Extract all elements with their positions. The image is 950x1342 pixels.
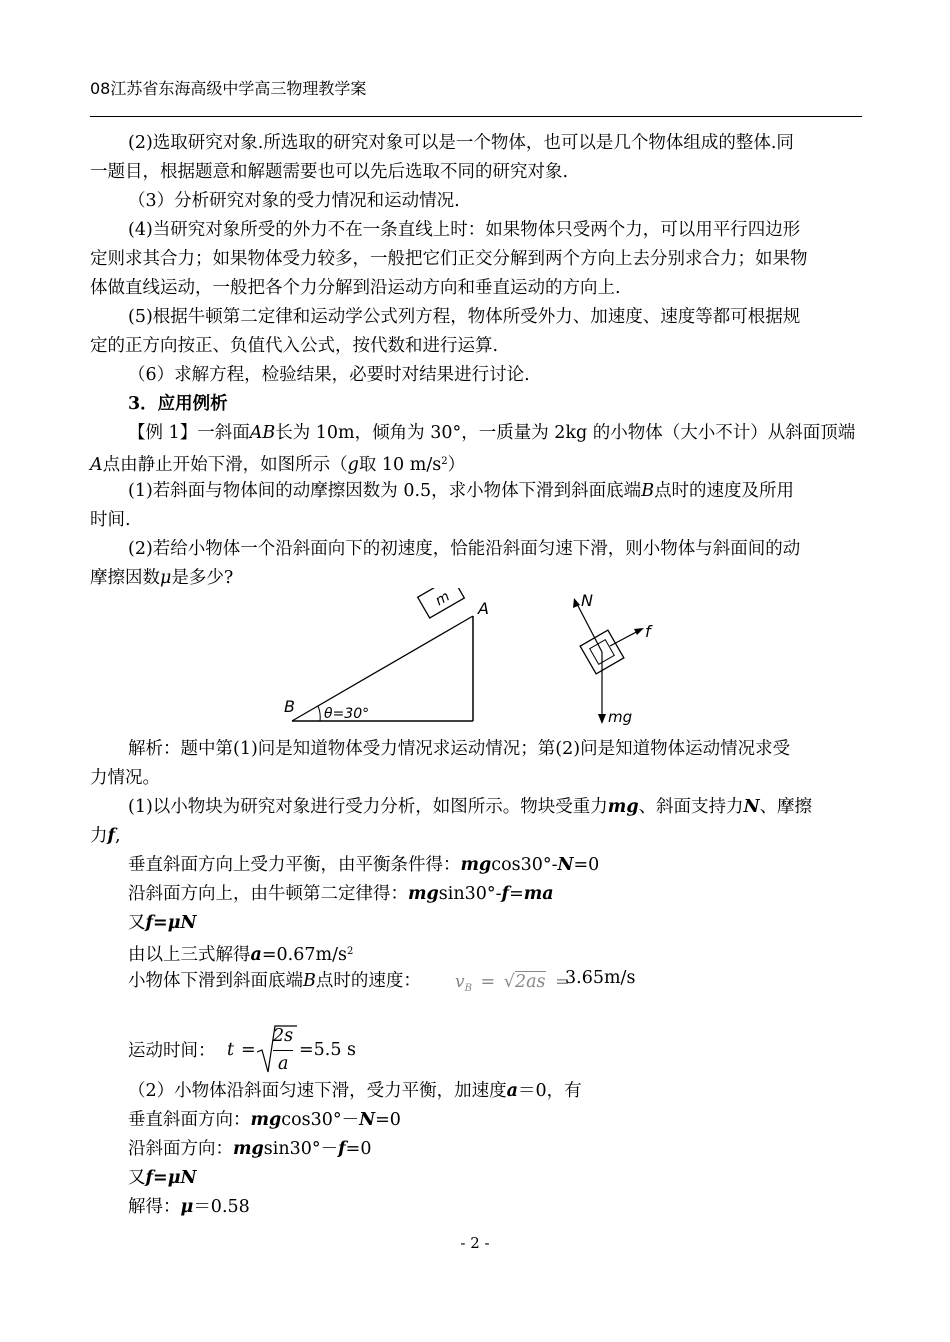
step-3: （3）分析研究对象的受力情况和运动情况. bbox=[128, 191, 460, 211]
angle-label: θ=30° bbox=[324, 706, 370, 722]
question-2-line-2: 摩擦因数μ是多少? bbox=[90, 568, 234, 588]
equation-time-formula: t = 2s a =5.5 s bbox=[227, 1026, 357, 1074]
incline-figure bbox=[280, 588, 680, 732]
force-mg-label: mg bbox=[608, 708, 633, 726]
force-f-label: f bbox=[645, 622, 651, 641]
step-5-line-2: 定的正方向按正、负值代入公式，按代数和进行运算. bbox=[90, 336, 499, 356]
equation-2-friction: 又f=μN bbox=[128, 1168, 197, 1188]
block-label: m bbox=[432, 588, 453, 610]
equation-friction: 又f=μN bbox=[128, 913, 197, 933]
page-number: - 2 - bbox=[460, 1234, 490, 1252]
section-3-title: 3．应用例析 bbox=[128, 394, 228, 414]
point-a-label: A bbox=[478, 599, 489, 618]
block bbox=[418, 588, 465, 618]
solution-part-1-line-2: 力f, bbox=[90, 826, 121, 846]
equation-perpendicular: 垂直斜面方向上受力平衡，由平衡条件得：mgcos30°-N=0 bbox=[128, 855, 600, 875]
equation-velocity-formula: $v_B = √2as$ = bbox=[455, 972, 570, 994]
step-6: （6）求解方程，检验结果，必要时对结果进行讨论. bbox=[128, 365, 530, 385]
solution-part-1-line-1: (1)以小物块为研究对象进行受力分析，如图所示。物块受重力mg、斜面支持力N、摩擦 bbox=[128, 797, 813, 817]
step-2-line-2: 一题目，根据题意和解题需要也可以先后选取不同的研究对象. bbox=[90, 162, 569, 182]
equation-velocity-label: 小物体下滑到斜面底端B点时的速度： bbox=[128, 971, 421, 991]
point-b-label: B bbox=[284, 697, 295, 716]
example-1-line-2: A点由静止开始下滑，如图所示（g取 10 $m/s^2$） bbox=[90, 455, 466, 475]
equation-2-perpendicular: 垂直斜面方向：mgcos30°－N=0 bbox=[128, 1110, 401, 1130]
step-4-line-1: (4)当研究对象所受的外力不在一条直线上时：如果物体只受两个力，可以用平行四边形 bbox=[128, 220, 801, 240]
angle-arc bbox=[318, 706, 320, 721]
equation-velocity-result: 3.65m/s bbox=[565, 968, 636, 988]
force-diagram bbox=[573, 591, 653, 726]
solution-part-2-intro: （2）小物体沿斜面匀速下滑，受力平衡，加速度a＝0，有 bbox=[128, 1081, 582, 1101]
solution-intro-line-1: 解析：题中第(1)问是知道物体受力情况求运动情况；第(2)问是知道物体运动情况求受 bbox=[128, 739, 791, 759]
step-4-line-2: 定则求其合力；如果物体受力较多，一般把它们正交分解到两个方向上去分别求合力；如果物 bbox=[90, 249, 808, 269]
incline-slope bbox=[292, 616, 473, 721]
solution-intro-line-2: 力情况。 bbox=[90, 768, 160, 788]
step-2-line-1: (2)选取研究对象.所选取的研究对象可以是一个物体，也可以是几个物体组成的整体.同 bbox=[128, 133, 794, 153]
incline-diagram bbox=[284, 588, 489, 722]
step-5-line-1: (5)根据牛顿第二定律和运动学公式列方程，物体所受外力、加速度、速度等都可根据规 bbox=[128, 307, 801, 327]
question-1-line-2: 时间. bbox=[90, 510, 131, 530]
force-n-label: N bbox=[581, 591, 593, 610]
equation-along-slope: 沿斜面方向上，由牛顿第二定律得：mgsin30°-f=ma bbox=[128, 884, 554, 904]
question-2-line-1: (2)若给小物体一个沿斜面向下的初速度，恰能沿斜面匀速下滑，则小物体与斜面间的动 bbox=[128, 539, 801, 559]
step-4-line-3: 体做直线运动，一般把各个力分解到沿运动方向和垂直运动的方向上. bbox=[90, 278, 621, 298]
example-1-line-1: 【例 1】一斜面AB长为 10m，倾角为 30°，一质量为 2kg 的小物体（大小不计）从斜面顶端 bbox=[128, 423, 856, 443]
equation-2-along-slope: 沿斜面方向：mgsin30°－f=0 bbox=[128, 1139, 372, 1159]
friction-force-arrow bbox=[610, 630, 640, 646]
equation-2-result: 解得：μ＝0.58 bbox=[128, 1197, 250, 1217]
equation-time-label: 运动时间： bbox=[128, 1041, 216, 1061]
document-header: 08江苏省东海高级中学高三物理教学案 bbox=[90, 79, 367, 98]
question-1-line-1: (1)若斜面与物体间的动摩擦因数为 0.5，求小物体下滑到斜面底端B点时的速度及所用 bbox=[128, 481, 795, 501]
header-rule bbox=[90, 116, 862, 117]
equation-acceleration: 由以上三式解得$a=0.67m/s^2$ bbox=[128, 945, 354, 965]
